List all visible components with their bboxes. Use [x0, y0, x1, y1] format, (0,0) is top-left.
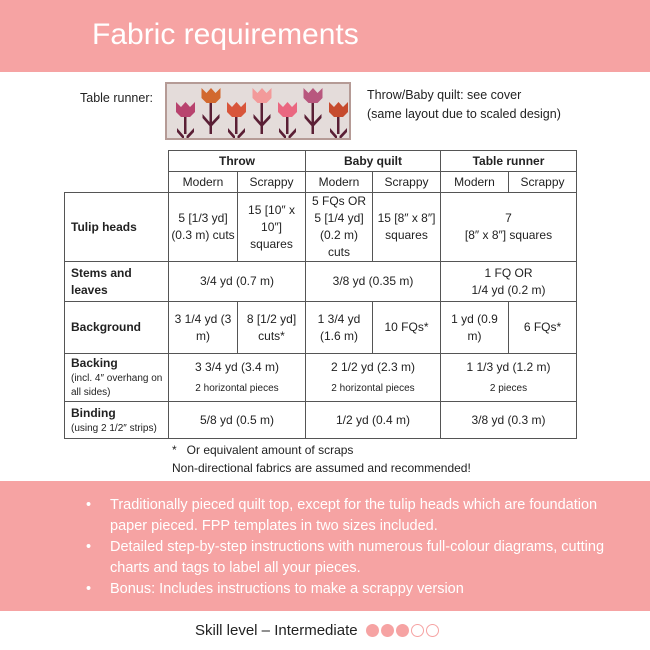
feature-bullet: • Traditionally pieced quilt top, except for the tulip heads which are foundation paper pieced. FPP templates in two sizes included.: [86, 495, 626, 537]
cell: 3/4 yd (0.7 m): [169, 262, 306, 302]
cell: [306, 354, 441, 402]
table-row: [65, 262, 577, 302]
cell: 1/2 yd (0.4 m): [306, 402, 441, 439]
row-label: Tulip heads: [65, 193, 169, 262]
cell: 3/8 yd (0.35 m): [306, 262, 441, 302]
cell: 1 3/4 yd (1.6 m): [306, 302, 373, 354]
cell-line: 7: [505, 211, 512, 225]
cell-line: 1/4 yd (0.2 m): [471, 282, 546, 297]
cell: 6 FQs*: [509, 302, 577, 354]
cell: 15 [8″ x 8″] squares: [373, 193, 441, 262]
cell-note: 2 horizontal pieces: [331, 382, 415, 394]
tulip-icon: [202, 88, 221, 134]
rating-dot: [381, 624, 394, 637]
row-label: [65, 402, 169, 439]
skill-label: Skill level – Intermediate: [195, 622, 358, 639]
rating-dot: [396, 624, 409, 637]
header-bar: [0, 0, 650, 72]
cell: 5/8 yd (0.5 m): [169, 402, 306, 439]
row-label-sub: (incl. 4″ overhang on all sides): [71, 373, 163, 398]
table-row: [65, 193, 577, 262]
rating-dot: [426, 624, 439, 637]
cell-line: [8″ x 8″] squares: [464, 228, 553, 242]
skill-level: [195, 622, 439, 639]
footnote: Non-directional fabrics are assumed and recommended!: [172, 461, 471, 475]
tulip-icon: [176, 102, 195, 138]
features-banner: [0, 481, 650, 611]
rating-dot: [411, 624, 424, 637]
note-line: (same layout due to scaled design): [367, 107, 561, 121]
cell-note: 2 horizontal pieces: [195, 382, 279, 394]
table-row: [65, 402, 577, 439]
cell: [169, 354, 306, 402]
cell: [441, 354, 577, 402]
cell-line: 3 3/4 yd (3.4 m): [194, 359, 280, 374]
row-label: Background: [65, 302, 169, 354]
col-throw: Throw: [169, 151, 306, 172]
row-label: [65, 354, 169, 402]
sub-header: Modern: [441, 172, 509, 193]
cell: 10 FQs*: [373, 302, 441, 354]
cell: 8 [1/2 yd] cuts*: [238, 302, 306, 354]
table-runner-label: Table runner:: [80, 91, 153, 105]
cell-note: 2 pieces: [489, 382, 528, 394]
tulip-icon: [227, 102, 246, 138]
sub-header: Scrappy: [373, 172, 441, 193]
row-label-sub: (using 2 1/2″ strips): [71, 422, 157, 434]
tulip-icon: [253, 88, 272, 134]
cell: 1 yd (0.9 m): [441, 302, 509, 354]
cover-note: [367, 86, 561, 124]
cell: 3 1/4 yd (3 m): [169, 302, 238, 354]
table-runner-image: [165, 82, 351, 140]
feature-bullet: • Detailed step-by-step instructions with numerous full-colour diagrams, cutting charts and tags to label all your pieces.: [86, 537, 626, 579]
sub-header: Scrappy: [509, 172, 577, 193]
cell-line: 1 1/3 yd (1.2 m): [466, 359, 551, 374]
skill-rating: [364, 624, 439, 637]
cell: 3/8 yd (0.3 m): [441, 402, 577, 439]
footnote: * Or equivalent amount of scraps: [172, 443, 354, 457]
sub-header: Modern: [306, 172, 373, 193]
table-row: [65, 302, 577, 354]
col-baby: Baby quilt: [306, 151, 441, 172]
table-row: [65, 354, 577, 402]
note-line: Throw/Baby quilt: see cover: [367, 88, 522, 102]
cell: 5 [1/3 yd] (0.3 m) cuts: [169, 193, 238, 262]
footnotes: [172, 441, 471, 477]
row-label-text: Backing: [71, 356, 118, 370]
tulip-icon: [304, 88, 323, 134]
tulip-icon: [278, 102, 297, 138]
cell-line: 2 1/2 yd (2.3 m): [330, 359, 416, 374]
sub-header: Scrappy: [238, 172, 306, 193]
row-label: Stems and leaves: [65, 262, 169, 302]
row-label-text: Binding: [71, 405, 116, 420]
requirements-table: [64, 150, 577, 439]
cell: [441, 193, 577, 262]
sub-header: Modern: [169, 172, 238, 193]
tulip-icon: [329, 102, 348, 138]
feature-bullet: • Bonus: Includes instructions to make a scrappy version: [86, 579, 626, 600]
cell: [441, 262, 577, 302]
col-runner: Table runner: [441, 151, 577, 172]
rating-dot: [366, 624, 379, 637]
cell: 5 FQs OR 5 [1/4 yd] (0.2 m) cuts: [306, 193, 373, 262]
tulip-illustration: [167, 84, 349, 138]
cell-line: 1 FQ OR: [484, 265, 533, 280]
page-title: Fabric requirements: [92, 18, 359, 51]
cell: 15 [10″ x 10″] squares: [238, 193, 306, 262]
